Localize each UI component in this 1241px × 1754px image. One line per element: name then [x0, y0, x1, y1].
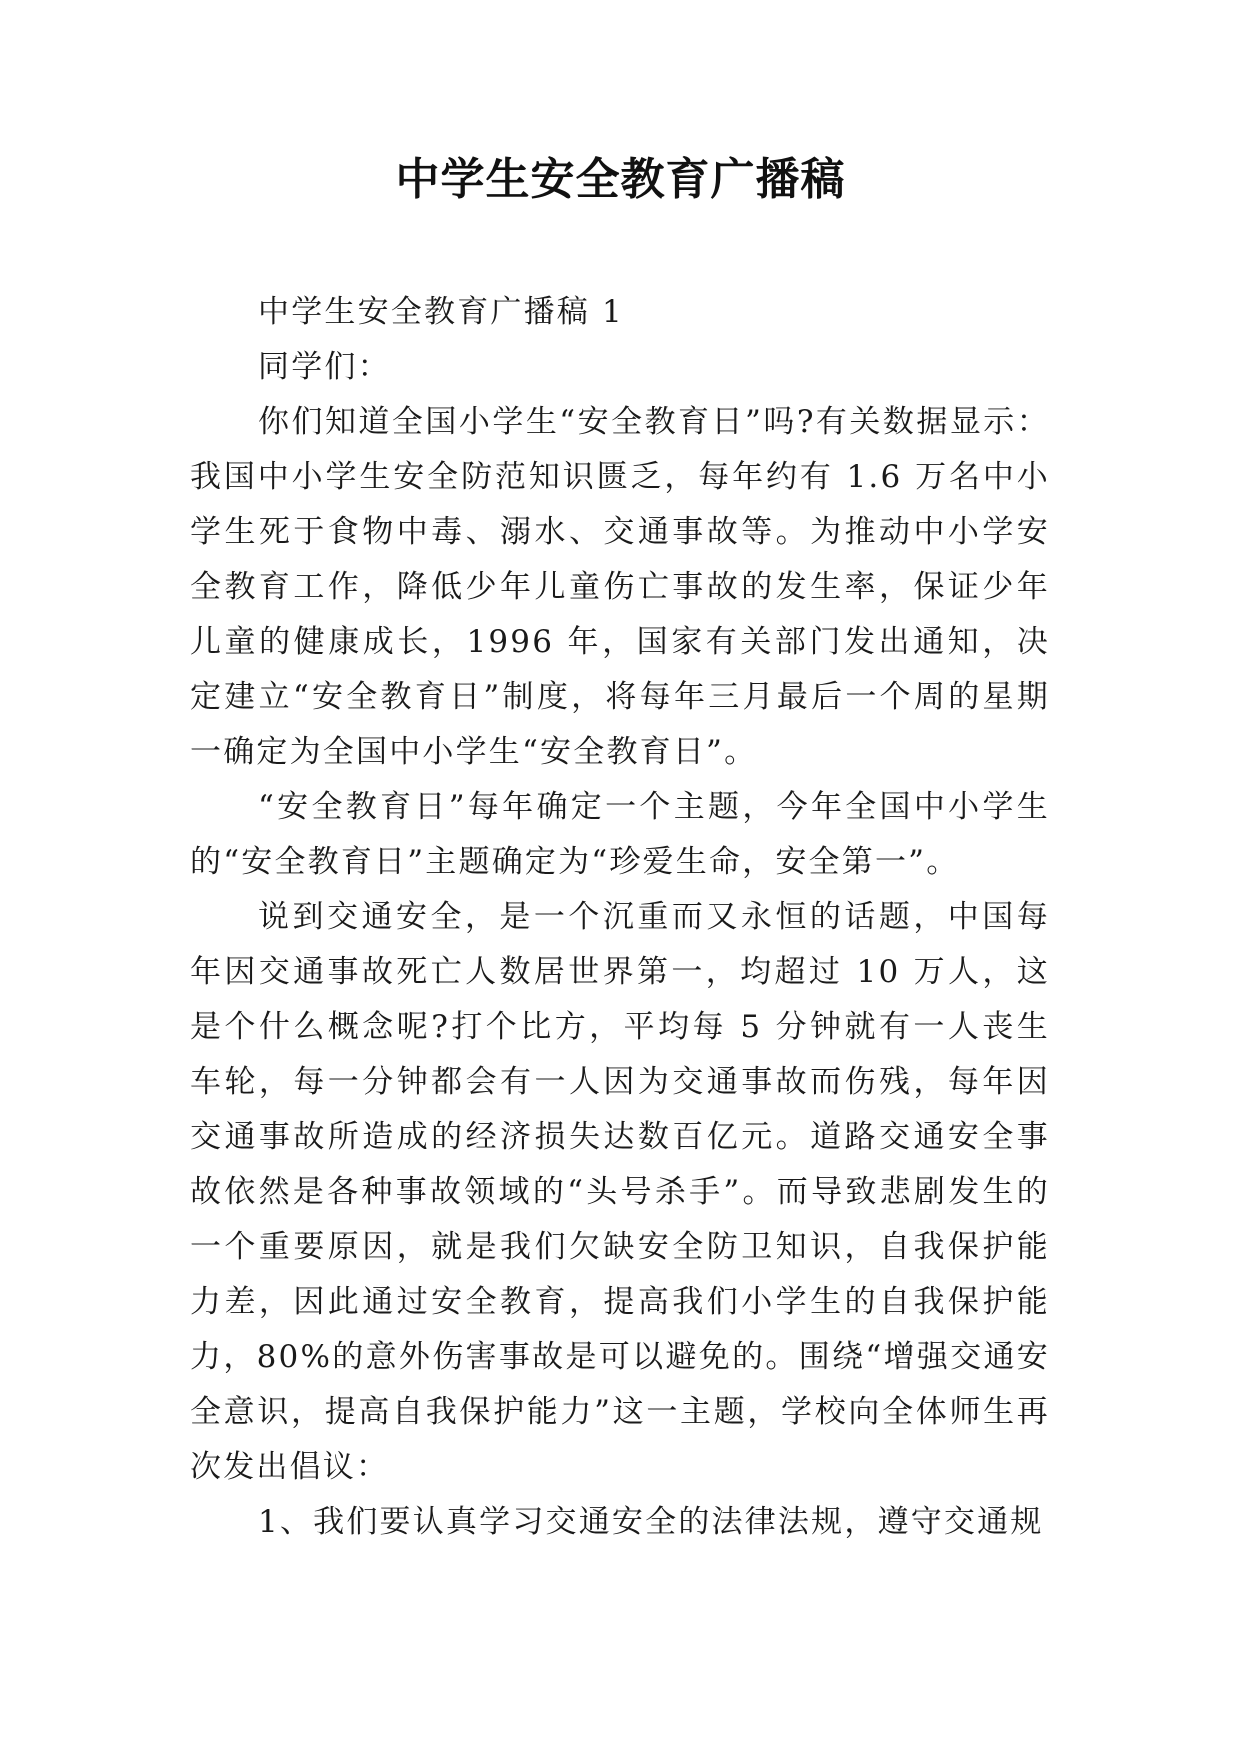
salutation: 同学们：: [258, 349, 391, 385]
paragraph: 你们知道全国小学生“安全教育日”吗?有关数据显示：我国中小学生安全防范知识匮乏，每年约有 1.6 万名中小学生死于食物中毒、溺水、交通事故等。为推动中小学安全教育工作，降低少年儿童伤亡事故的发生率，保证少年儿童的健康成长，1996 年，国家有关部门发出通知，决定建立“安全教育日”制度，将每年三月最后一个周的星期一确定为全国中小学生“安全教育日”。: [190, 404, 1050, 770]
document-body: [190, 285, 1050, 1550]
section-heading: 中学生安全教育广播稿 1: [258, 294, 624, 330]
document-title: 中学生安全教育广播稿: [395, 154, 846, 205]
paragraph: 1、我们要认真学习交通安全的法律法规，遵守交通规: [258, 1504, 1044, 1540]
paragraph: 说到交通安全，是一个沉重而又永恒的话题，中国每年因交通事故死亡人数居世界第一，均超过 10 万人，这是个什么概念呢?打个比方，平均每 5 分钟就有一人丧生车轮，每一分钟都会有一人因为交通事故而伤残，每年因交通事故所造成的经济损失达数百亿元。道路交通安全事故依然是各种事故领域的“头号杀手”。而导致悲剧发生的一个重要原因，就是我们欠缺安全防卫知识，自我保护能力差，因此通过安全教育，提高我们小学生的自我保护能力，80%的意外伤害事故是可以避免的。围绕“增强交通安全意识，提高自我保护能力”这一主题，学校向全体师生再次发出倡议：: [190, 899, 1050, 1485]
paragraph: “安全教育日”每年确定一个主题，今年全国中小学生的“安全教育日”主题确定为“珍爱生命，安全第一”。: [190, 789, 1050, 880]
